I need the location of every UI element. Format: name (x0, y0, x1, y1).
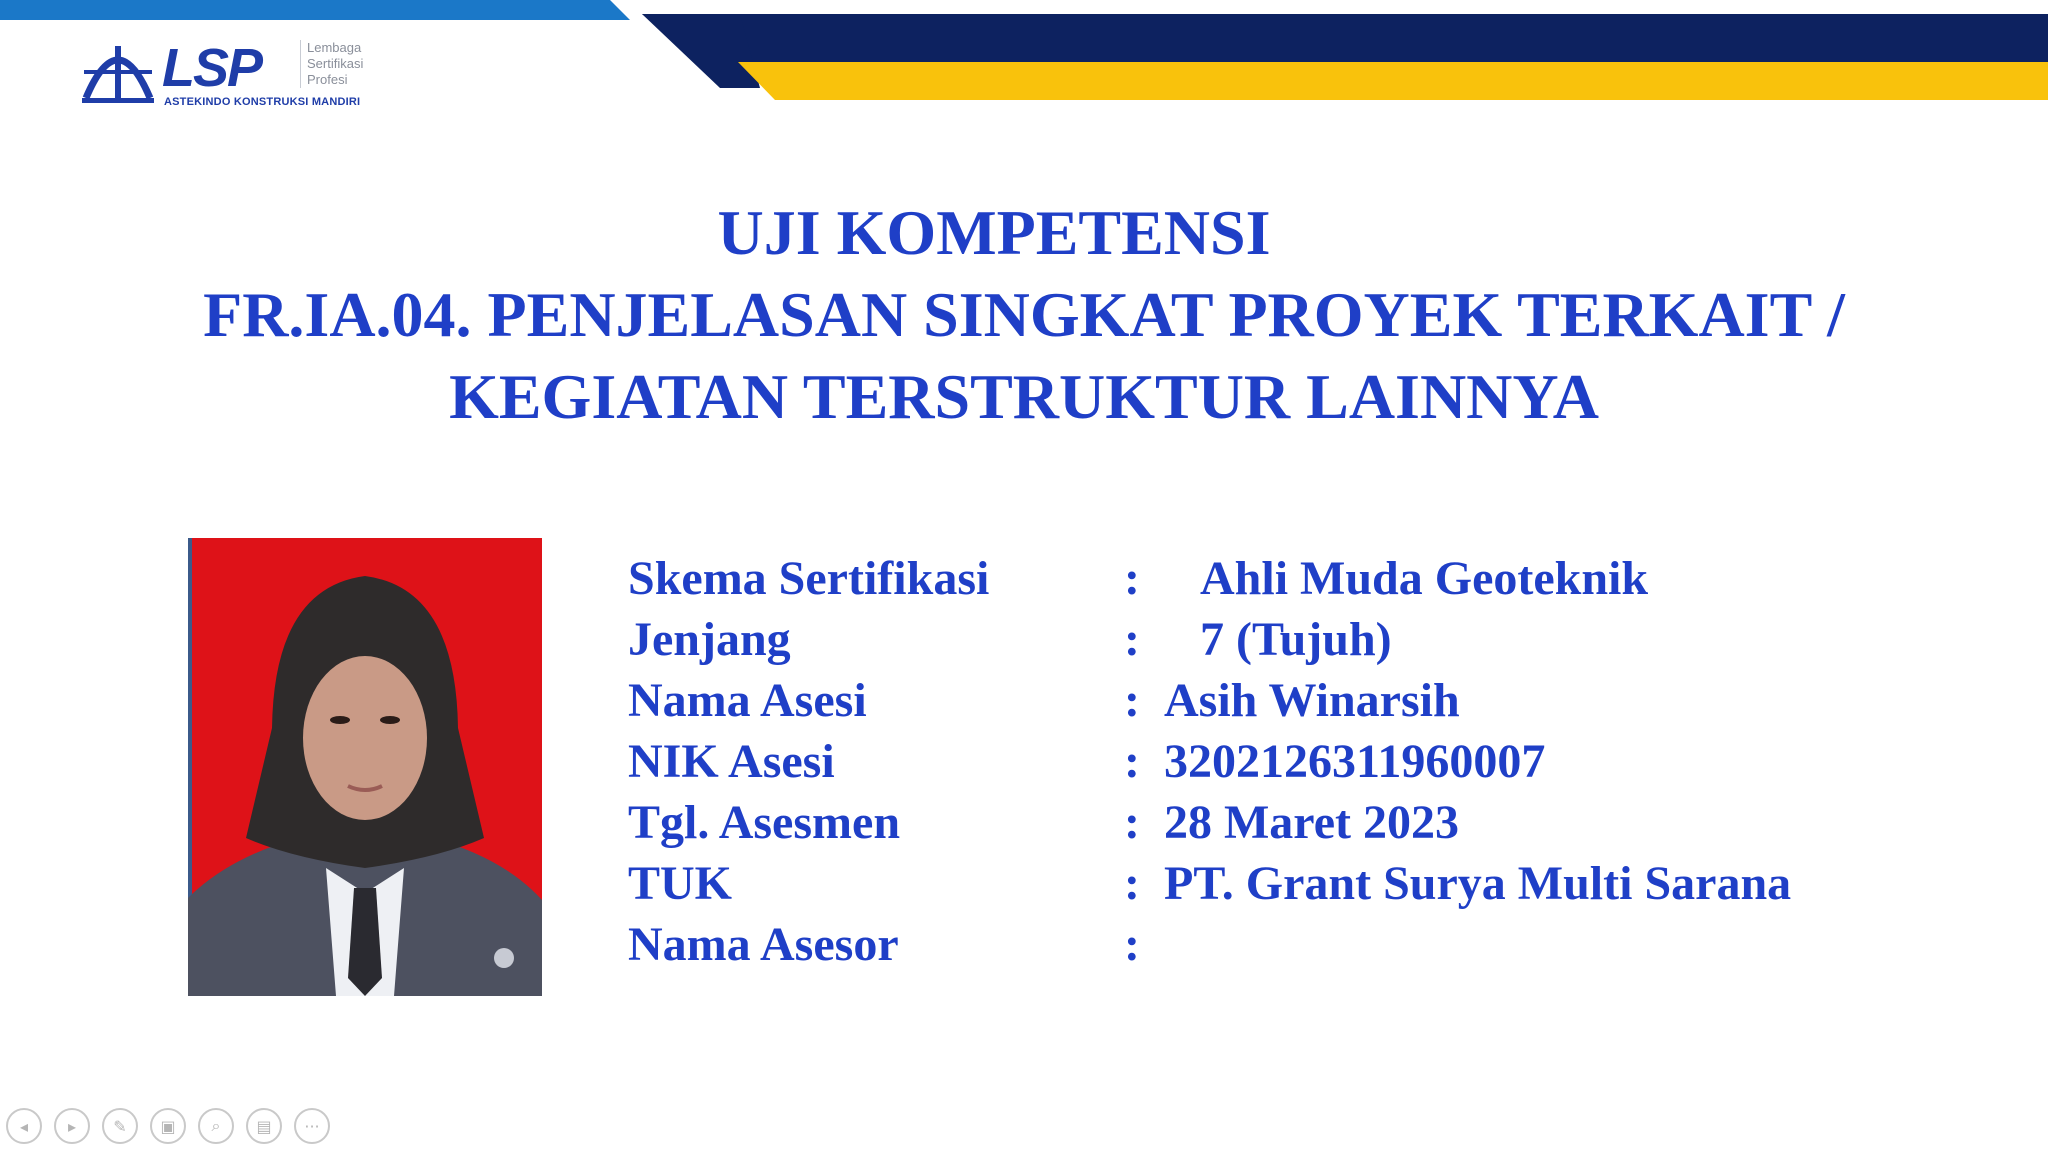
presentation-controls (6, 1108, 330, 1148)
title-line-3: KEGIATAN TERSTRUKTUR LAINNYA (449, 361, 1599, 432)
logo-brand: LSP (162, 38, 262, 98)
title-line-1: UJI KOMPETENSI (717, 197, 1271, 268)
slides-icon[interactable]: ▣ (150, 1108, 186, 1144)
next-icon[interactable]: ▸ (54, 1108, 90, 1144)
detail-value: PT. Grant Surya Multi Sarana (1164, 857, 1792, 910)
title-line-2: FR.IA.04. PENJELASAN SINGKAT PROYEK TERKAIT / (203, 279, 1845, 350)
detail-label: Skema Sertifikasi (628, 552, 990, 605)
detail-label: Nama Asesi (628, 674, 867, 727)
detail-label: Nama Asesor (628, 918, 899, 971)
logo-organization: ASTEKINDO KONSTRUKSI MANDIRI (164, 96, 361, 108)
detail-label: Tgl. Asesmen (628, 796, 901, 849)
banner-yellow-band (738, 62, 2048, 100)
detail-label: Jenjang (628, 613, 791, 666)
banner-blue-stripe (0, 0, 630, 20)
detail-value: 7 (Tujuh) (1200, 613, 1392, 666)
detail-value: Asih Winarsih (1164, 674, 1460, 727)
detail-colon: : (1124, 735, 1140, 788)
previous-icon[interactable]: ◂ (6, 1108, 42, 1144)
detail-colon: : (1124, 918, 1140, 971)
detail-colon: : (1124, 552, 1140, 605)
detail-colon: : (1124, 796, 1140, 849)
subtitles-icon[interactable]: ▤ (246, 1108, 282, 1144)
detail-value: 3202126311960007 (1164, 735, 1546, 788)
detail-label: TUK (628, 857, 733, 910)
participant-photo (188, 538, 542, 996)
detail-label: NIK Asesi (628, 735, 835, 788)
detail-colon: : (1124, 674, 1140, 727)
detail-value: Ahli Muda Geoteknik (1200, 552, 1649, 605)
detail-colon: : (1124, 613, 1140, 666)
slide-title (0, 192, 2048, 438)
more-icon[interactable]: ··· (294, 1108, 330, 1144)
lsp-logo (80, 36, 380, 116)
zoom-icon[interactable]: ⌕ (198, 1108, 234, 1144)
tower-icon (80, 36, 156, 108)
detail-colon: : (1124, 857, 1140, 910)
pen-icon[interactable]: ✎ (102, 1108, 138, 1144)
detail-value: 28 Maret 2023 (1164, 796, 1460, 849)
logo-subtitle: Lembaga Sertifikasi Profesi (300, 40, 363, 88)
banner-navy-wedge (642, 14, 760, 88)
